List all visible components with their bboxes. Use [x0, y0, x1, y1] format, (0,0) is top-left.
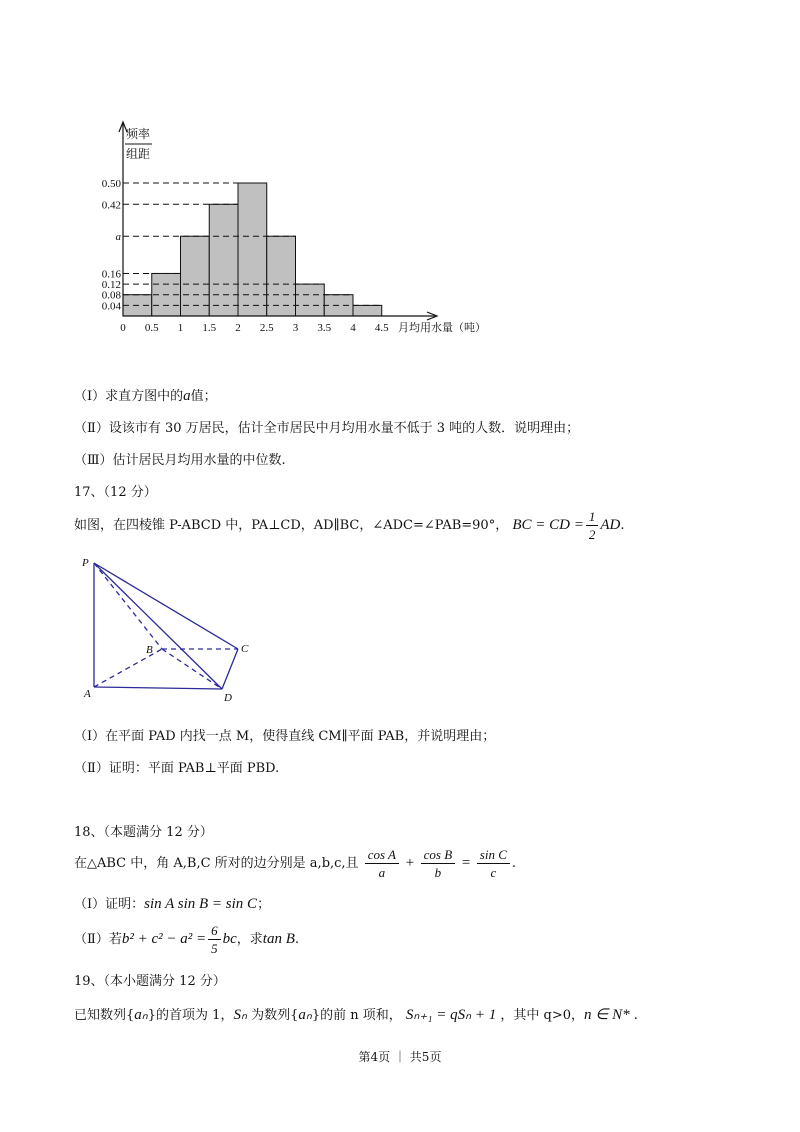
y-tick-label: 0.16: [101, 268, 121, 281]
q18-part2-frac-num: 6: [208, 922, 221, 940]
q19-sn: Sₙ: [233, 1007, 247, 1023]
q19-stem-e: ，其中 q>0，: [500, 1008, 585, 1023]
pyramid-figure: [78, 553, 258, 705]
x-tick-label: 4.5: [374, 322, 389, 334]
label-C: C: [241, 643, 249, 655]
y-label-top: 频率: [125, 127, 151, 141]
q17-frac-den: 2: [588, 527, 596, 542]
q17-stem: [74, 508, 625, 543]
q18-frac-cosA-den: a: [378, 865, 386, 880]
q19-stem: [74, 1004, 638, 1024]
q19-nset: n ∈ N*: [584, 1007, 630, 1023]
q18-part2-frac-den: 5: [211, 941, 218, 956]
q18-stem-text: 在△ABC 中，角 A,B,C 所对的边分别是 a,b,c,且: [74, 856, 359, 871]
q16-part1-end: 值；: [190, 389, 217, 404]
q19-stem-a: 已知数列{: [74, 1008, 135, 1023]
q16-part1: [74, 385, 217, 405]
y-tick-label: 0.04: [101, 300, 121, 313]
histogram-bar: [209, 204, 238, 316]
q17-frac-num: 1: [586, 508, 599, 526]
q16-part1-text: （Ⅰ）求直方图中的: [74, 389, 184, 404]
q17-formula-rhs: AD: [600, 517, 621, 533]
q18-header: 18、（本题满分 12 分）: [74, 825, 213, 840]
q17-fraction: [586, 508, 599, 543]
edge-AD: [94, 687, 222, 689]
q18-frac-cosB-num: cos B: [421, 846, 456, 864]
q18-frac-sinC-den: c: [490, 865, 497, 880]
x-tick-label: 4: [350, 322, 356, 334]
x-tick-label: 3.5: [317, 322, 332, 334]
x-axis-label: 月均用水量（吨）: [398, 322, 486, 334]
edge-PC: [94, 563, 238, 649]
q17-stem-end: .: [620, 518, 625, 533]
histogram-bar: [296, 284, 325, 316]
x-tick-label: 3: [292, 322, 299, 334]
q16-var-a: a: [183, 388, 191, 404]
q16-part2: （Ⅱ）设该市有 30 万居民，估计全市居民中月均用水量不低于 3 吨的人数．说明理由；: [74, 421, 580, 436]
q18-part2-math2: bc: [222, 931, 237, 947]
q18-part1-text: （Ⅰ）证明：: [74, 897, 145, 912]
edge-PB-hidden: [94, 563, 162, 649]
q19-stem-d: }的前 n 项和，: [311, 1008, 402, 1023]
histogram-bar: [181, 236, 210, 316]
histogram-bar: [238, 183, 267, 316]
q18-frac-sinC-num: sin C: [477, 846, 510, 864]
q18-frac-sinC: [477, 846, 510, 881]
q18-part2-text: （Ⅱ）若: [74, 932, 122, 947]
q19-stem-f: .: [633, 1008, 638, 1023]
y-tick-label: 0.12: [101, 279, 121, 292]
q18-part1-end: ；: [257, 897, 271, 912]
q18-frac-cosA: [365, 846, 399, 881]
q18-part2-end: .: [294, 932, 300, 947]
q18-part2-math3: tan B: [262, 931, 295, 947]
q19-stem-c: 为数列{: [251, 1008, 299, 1023]
q18-frac-cosB-den: b: [434, 865, 442, 880]
label-A: A: [84, 688, 91, 700]
q17-stem-text: 如图，在四棱锥 P-ABCD 中，PA⊥CD，AD∥BC，∠ADC=∠PAB=90°，: [74, 518, 509, 533]
q18-part1: [74, 893, 270, 913]
x-tick-label: 2: [235, 322, 241, 334]
q17-formula-lhs: BC = CD =: [512, 517, 584, 533]
histogram-bar: [353, 305, 382, 316]
q18-frac-cosA-num: cos A: [365, 846, 399, 864]
q19-an2: aₙ: [298, 1007, 312, 1023]
q19-stem-b: }的首项为 1，: [147, 1008, 234, 1023]
q18-part2-frac: [208, 922, 221, 957]
page-footer: 第4页 ｜ 共5页: [358, 1050, 442, 1064]
edge-PD: [94, 563, 222, 689]
y-tick-label: a: [115, 231, 121, 244]
q19-an: aₙ: [134, 1007, 148, 1023]
x-tick-label: 1.5: [202, 322, 217, 334]
q18-part2-math: b² + c² − a² =: [121, 931, 207, 947]
y-tick-label: 0.42: [101, 199, 121, 212]
x-tick-label: 1: [177, 322, 184, 334]
x-tick-label: 0: [120, 322, 126, 334]
histogram-chart: [90, 118, 510, 348]
y-tick-label: 0.50: [101, 178, 121, 190]
q16-part3: （Ⅲ）估计居民月均用水量的中位数.: [74, 453, 286, 468]
q18-part2: [74, 922, 299, 957]
q18-part1-math: sin A sin B = sin C: [144, 896, 258, 912]
histogram-bar: [267, 236, 296, 316]
label-D: D: [224, 692, 232, 704]
x-tick-label: 0.5: [144, 322, 159, 334]
q17-header: 17、（12 分）: [74, 485, 157, 500]
label-B: B: [146, 644, 153, 656]
q18-part2-mid: ，求: [236, 932, 263, 947]
y-tick-label: 0.08: [101, 289, 121, 302]
q17-part1: （Ⅰ）在平面 PAD 内找一点 M，使得直线 CM∥平面 PAB，并说明理由；: [74, 729, 496, 744]
q18-frac-cosB: [421, 846, 456, 881]
x-tick-label: 2.5: [259, 322, 274, 334]
q19-recurrence: Sₙ₊₁ = qSₙ + 1: [405, 1007, 497, 1023]
q19-header: 19、（本小题满分 12 分）: [74, 974, 226, 989]
q18-stem: 在△ABC 中，角 A,B,C 所对的边分别是 a,b,c,且 $\frac{\text{cos A}}{a}$ + $\frac{\text{cos B}}{b}$ = $\frac{\text{sin C}}{c}$ .: [74, 847, 517, 880]
y-label-bottom: 组距: [125, 147, 151, 161]
edge-DC: [222, 649, 238, 689]
label-P: P: [82, 557, 89, 569]
q17-part2: （Ⅱ）证明：平面 PAB⊥平面 PBD.: [74, 761, 280, 776]
edge-BD-hidden: [162, 649, 222, 689]
